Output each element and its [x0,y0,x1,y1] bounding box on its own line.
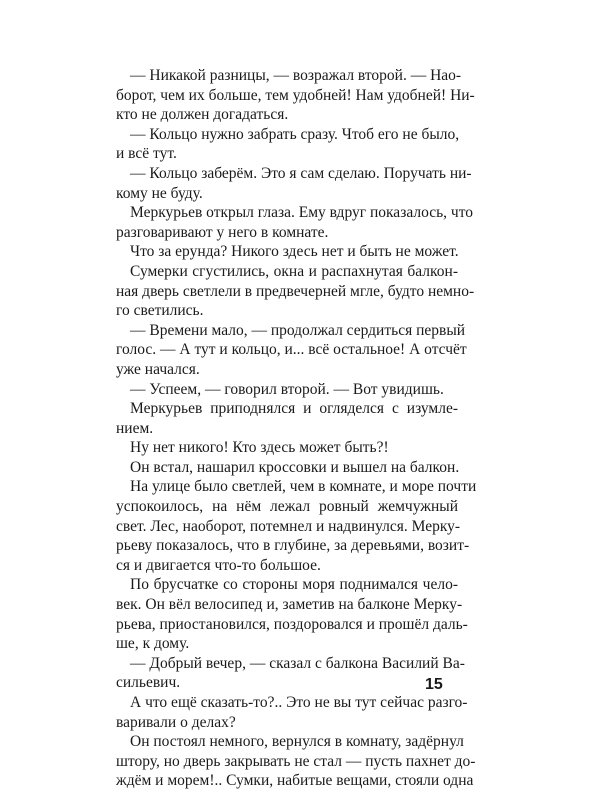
text-line: Меркурьев открыл глаза. Ему вдруг показалось, что [130,204,474,222]
text-line: сильевич. [116,674,181,692]
text-line: Он встал, нашарил кроссовки и вышел на балкон. [130,458,460,476]
text-line: кто не должен догадаться. [116,106,289,124]
text-line: На улице было светлей, чем в комнате, и море почти [130,478,477,496]
text-line: рьева, приостановился, поздоровался и прошёл даль- [116,615,468,633]
text-line: Что за ерунда? Никого здесь нет и быть не может. [130,243,459,261]
page-number: 15 [425,676,443,693]
text-line: Сумерки сгустились, окна и распахнутая балкон- [130,262,458,280]
body-text [116,66,477,791]
text-line: успокоилось, на нём лежал ровный жемчужный [116,498,458,516]
text-line: уже начался. [116,360,200,378]
text-line: ся и двигается что-то большое. [116,556,321,574]
text-line: — Успеем, — говорил второй. — Вот увидишь. [130,380,444,398]
text-line: — Никакой разницы, — возражал второй. — Нао- [130,67,462,84]
text-line: А что ещё сказать-то?.. Это не вы тут сейчас разго- [130,694,468,711]
text-line: кому не буду. [116,184,203,202]
text-line: борот, чем их больше, тем удобней! Нам удобней! Ни- [116,86,475,104]
text-line: го светились. [116,302,204,320]
text-line: По брусчатке со стороны моря поднимался чело- [130,576,458,594]
text-line: ная дверь светлели в предвечерней мгле, будто немно- [116,282,475,300]
text-line: нием. [116,419,154,437]
text-line: варивали о делах? [116,713,236,731]
text-line: Он постоял немного, вернулся в комнату, задёрнул [130,733,464,751]
text-line: и всё тут. [116,145,177,163]
text-line: штору, но дверь закрывать не стал — пусть пахнет до- [116,752,476,770]
text-line: Меркурьев приподнялся и огляделся с изумле- [130,400,458,418]
text-line: разговаривают у него в комнате. [116,223,329,241]
text-line: — Добрый вечер, — сказал с балкона Василий Ва- [130,654,465,672]
text-line: век. Он вёл велосипед и, заметив на балконе Мерку- [116,596,463,614]
text-line: — Времени мало, — продолжал сердиться первый [130,321,466,339]
text-line: голос. — А тут и кольцо, и... всё остальное! А отсчёт [116,341,467,359]
text-line: рьеву показалось, что в глубине, за деревьями, возит- [116,537,470,555]
text-line: Ну нет никого! Кто здесь может быть?! [130,439,389,457]
text-line: ше, к дому. [116,635,190,653]
text-line: — Кольцо нужно забрать сразу. Чтоб его не было, [130,125,460,143]
text-line: ждём и морем!.. Сумки, набитые вещами, стояли одна [116,772,474,790]
text-line: — Кольцо заберём. Это я сам сделаю. Поручать ни- [130,164,472,182]
text-line: свет. Лес, наоборот, потемнел и надвинулся. Мерку- [116,517,461,535]
